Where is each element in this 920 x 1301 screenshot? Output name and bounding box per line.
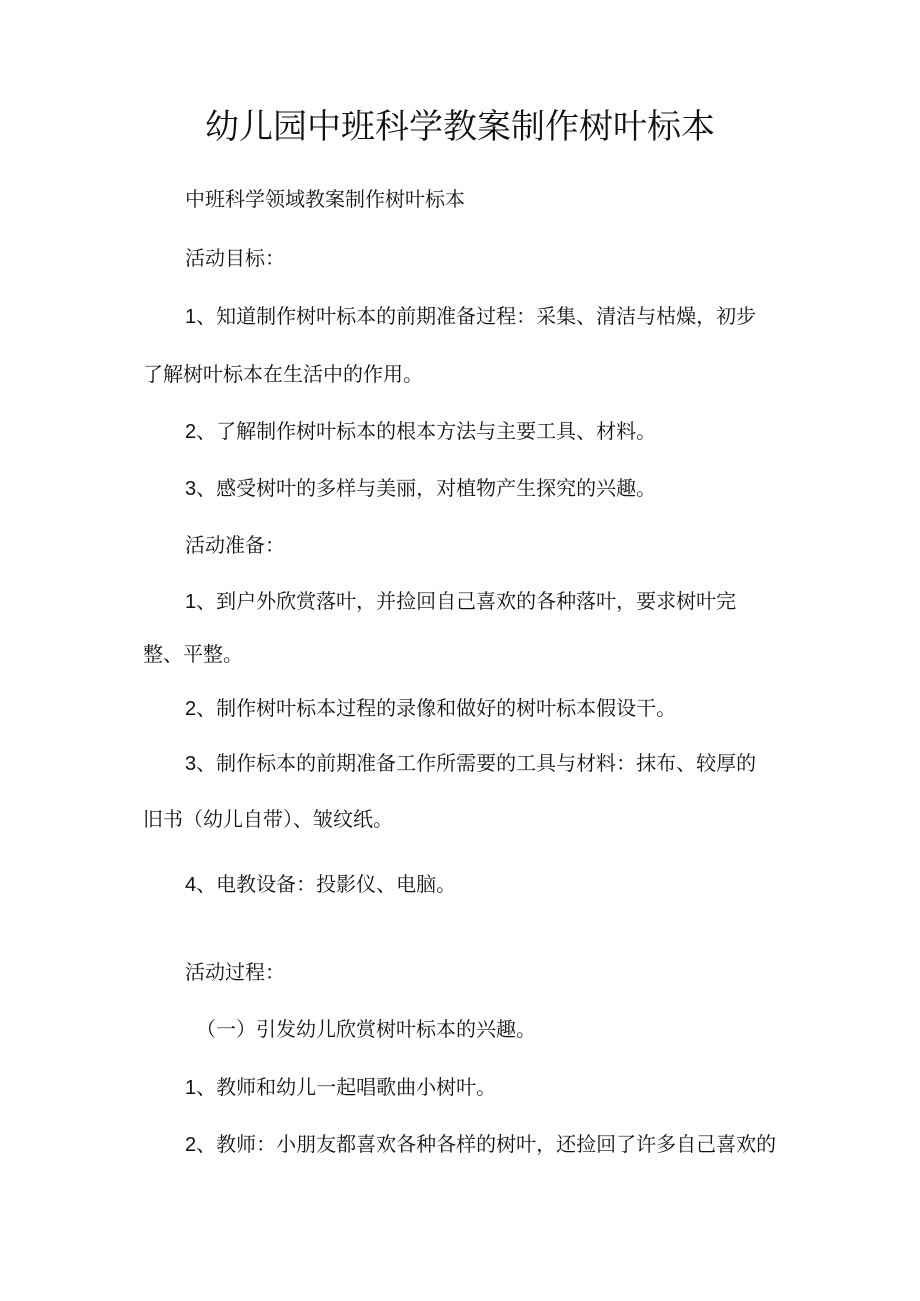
goal-item-2: 2、了解制作树叶标本的根本方法与主要工具、材料。 — [185, 421, 657, 443]
prep-item-1-line-2: 整、平整。 — [143, 644, 243, 666]
process-item-1: 1、教师和幼儿一起唱歌曲小树叶。 — [185, 1077, 497, 1099]
prep-item-1-line-1: 1、到户外欣赏落叶，并捡回自己喜欢的各种落叶，要求树叶完 — [185, 591, 737, 613]
prep-item-3-line-1: 3、制作标本的前期准备工作所需要的工具与材料：抹布、较厚的 — [185, 753, 757, 775]
goal-item-3: 3、感受树叶的多样与美丽，对植物产生探究的兴趣。 — [185, 478, 657, 500]
goal-item-1-line-2: 了解树叶标本在生活中的作用。 — [143, 364, 423, 386]
prep-item-2: 2、制作树叶标本过程的录像和做好的树叶标本假设干。 — [185, 698, 677, 720]
goals-heading: 活动目标： — [185, 248, 285, 270]
process-section-1: （一）引发幼儿欣赏树叶标本的兴趣。 — [196, 1019, 536, 1041]
prep-item-3-line-2: 旧书（幼儿自带）、皱纹纸。 — [143, 809, 393, 831]
document-title: 幼儿园中班科学教案制作树叶标本 — [205, 109, 715, 146]
process-item-2: 2、教师：小朋友都喜欢各种各样的树叶，还捡回了许多自己喜欢的 — [185, 1134, 777, 1156]
preparation-heading: 活动准备： — [185, 535, 285, 557]
process-heading: 活动过程： — [185, 962, 285, 984]
prep-item-4: 4、电教设备：投影仪、电脑。 — [185, 874, 457, 896]
subtitle: 中班科学领域教案制作树叶标本 — [185, 189, 465, 211]
goal-item-1-line-1: 1、知道制作树叶标本的前期准备过程：采集、清洁与枯燥，初步 — [185, 306, 757, 328]
